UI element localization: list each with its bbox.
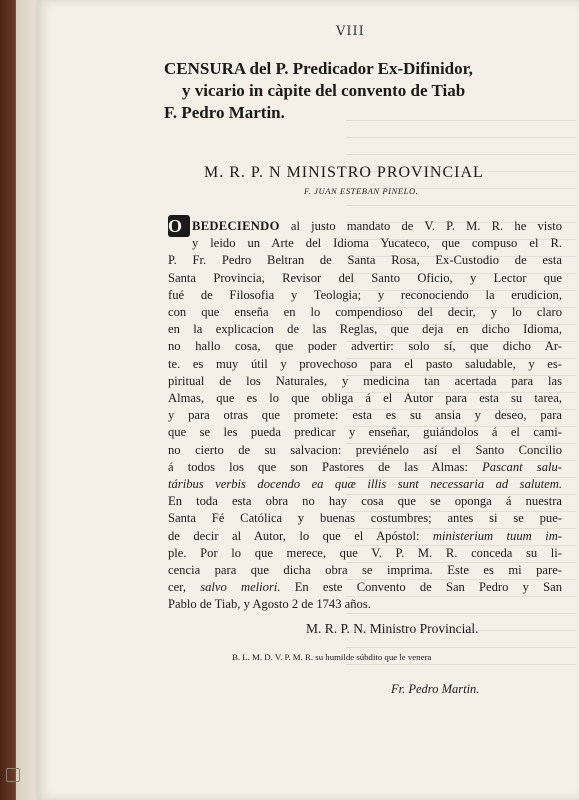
body-line bbox=[168, 476, 562, 493]
title-line-1: CENSURA del P. Predicador Ex-Difinidor, bbox=[164, 59, 473, 78]
page-number: VIII bbox=[336, 24, 365, 39]
body-line: en la explicacion de las Reglas, que deja en dicho Idioma, bbox=[168, 322, 562, 337]
corner-mark-icon bbox=[6, 768, 20, 782]
body-line: y para otras que promete: esta es su ansia y deseo, para bbox=[168, 408, 562, 423]
body-line: P. Fr. Pedro Beltran de Santa Rosa, Ex-Custodio de esta bbox=[168, 253, 562, 268]
lead-word: BEDECIENDO bbox=[192, 219, 280, 233]
apostle-quote: ministerium tuum im- bbox=[432, 528, 562, 543]
closing-salutation: M. R. P. N. Ministro Provincial. bbox=[306, 621, 479, 636]
censura-body bbox=[168, 218, 562, 614]
body-line: O BEDECIENDO al justo mandato de V. P. M. R. he visto bbox=[168, 216, 562, 236]
latin-quote: Pascant salu- bbox=[482, 459, 562, 474]
body-line: que se les pueda predicar y enseñar, guiándolos á el cami- bbox=[168, 425, 562, 440]
body-line: á todos los que son Pastores de las Almas: Pascant salu- bbox=[168, 459, 562, 474]
body-line: cencia para que dicha obra se imprima. Este es mi pare- bbox=[168, 563, 562, 578]
book-page bbox=[36, 0, 579, 800]
drop-cap: O bbox=[168, 215, 190, 237]
body-line: de decir al Autor, lo que el Apóstol: ministerium tuum im- bbox=[168, 528, 562, 543]
body-line: En toda esta obra no hay cosa que se oponga á nuestra bbox=[168, 494, 562, 509]
body-line: piritual de los Naturales, y medicina tan acertada para las bbox=[168, 373, 562, 388]
body-line: Pablo de Tiab, y Agosto 2 de 1743 años. bbox=[168, 597, 371, 612]
title-line-2: y vicario in càpite del convento de Tiab bbox=[182, 81, 466, 100]
body-line: ple. Por lo que merece, que V. P. M. R. conceda su li- bbox=[168, 545, 562, 560]
salvo-meliori: salvo meliori. bbox=[200, 580, 281, 595]
body-line: te. es muy útil y provechoso para el pasto saludable, y es- bbox=[168, 356, 562, 371]
latin-quote-continued: táribus verbis docendo ea quæ illis sunt necessaria ad salutem. bbox=[168, 477, 562, 492]
body-line: no hallo cosa, que poder advertir: solo sí, que dicho Ar- bbox=[168, 339, 562, 354]
body-line: no cierto de su salvacion: previénelo así el Santo Concilio bbox=[168, 442, 562, 457]
signature: Fr. Pedro Martin. bbox=[391, 682, 480, 696]
page-title bbox=[164, 58, 564, 124]
courtesy-formula: B. L. M. D. V. P. M. R. su humilde súbdito que le venera bbox=[232, 652, 432, 662]
addressee-heading: M. R. P. N MINISTRO PROVINCIAL bbox=[204, 164, 484, 181]
body-line: Santa Provincia, Revisor del Santo Oficio, y Lector que bbox=[168, 270, 562, 285]
body-line: Santa Fé Católica y buenas costumbres; antes si se pue- bbox=[168, 511, 562, 526]
body-line: cer, salvo meliori. En este Convento de San Pedro y San bbox=[168, 580, 562, 595]
byline: F. JUAN ESTEBAN PINELO. bbox=[304, 186, 419, 196]
title-line-3: F. Pedro Martin. bbox=[164, 103, 285, 122]
body-line: con que enseña en lo compendioso del decir, y lo claro bbox=[168, 305, 562, 320]
body-line: fué de Filosofia y Teologia; y reconociendo la erudicion, bbox=[168, 287, 562, 302]
body-line: y leido un Arte del Idioma Yucateco, que compuso el R. bbox=[192, 236, 562, 251]
body-line: Almas, que es lo que obliga á el Autor para esta su tarea, bbox=[168, 391, 562, 406]
